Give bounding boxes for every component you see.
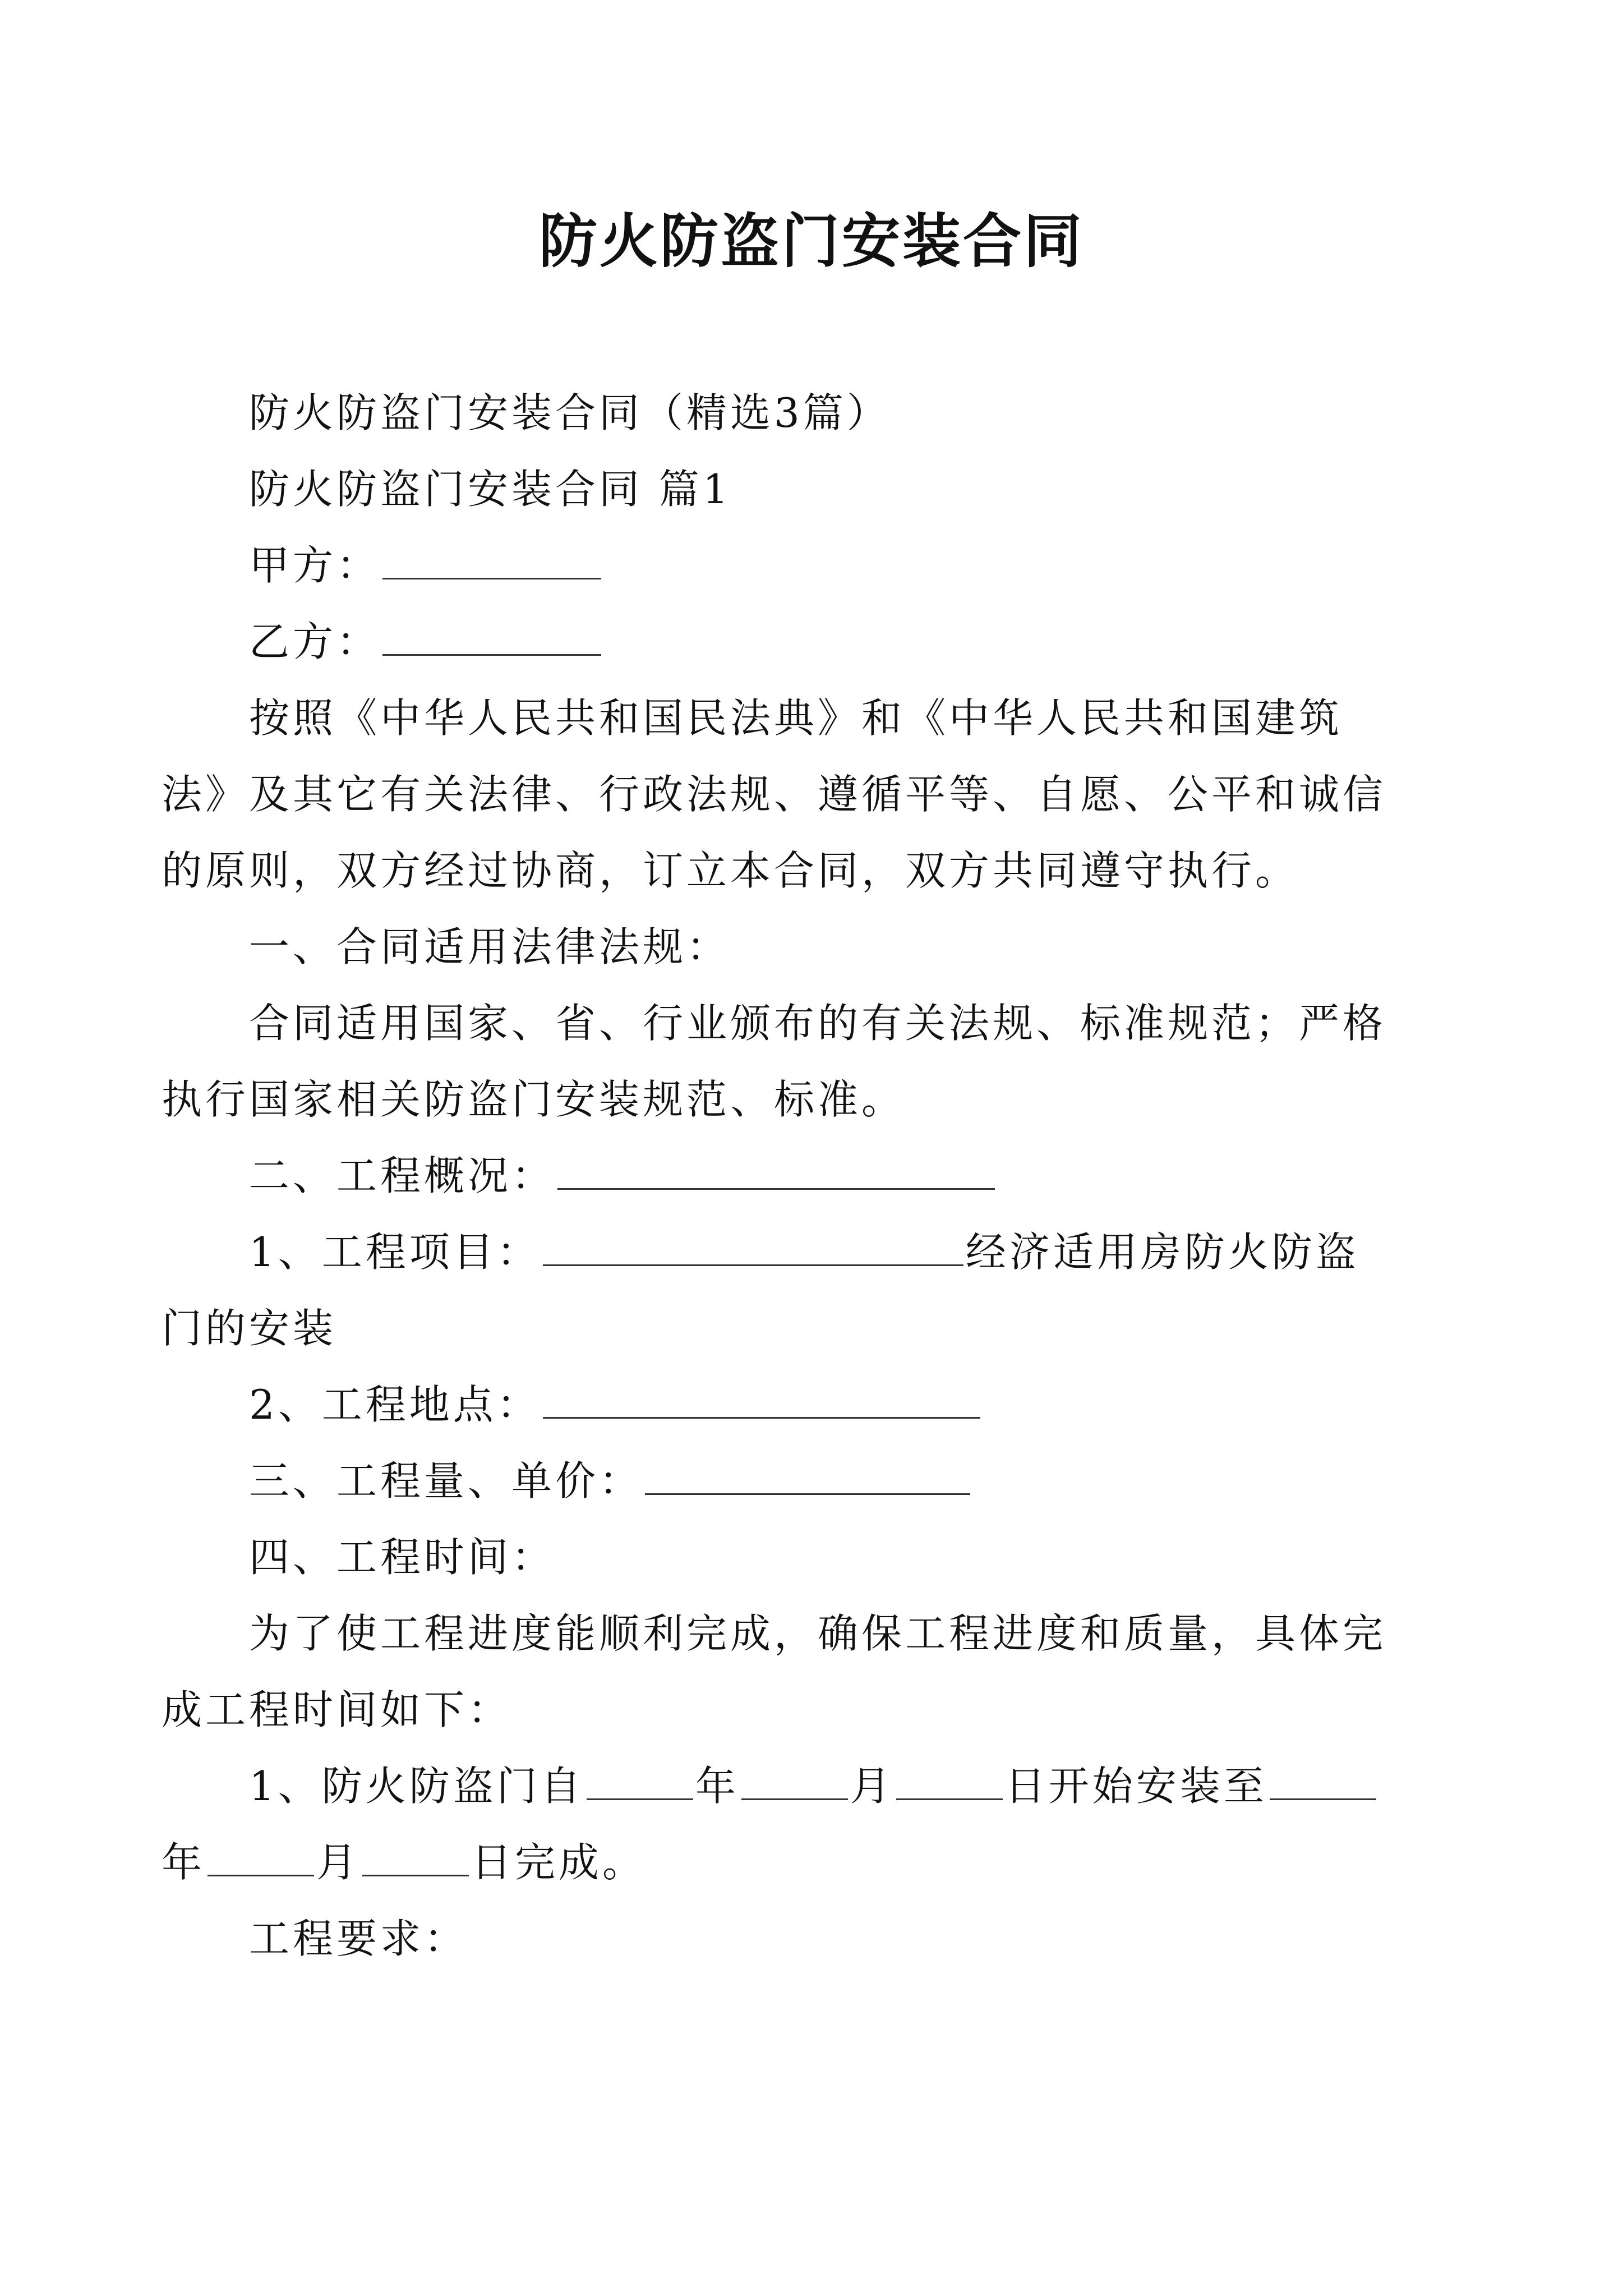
clause3-heading: 三、工程量、单价： [249, 1457, 643, 1504]
section-heading: 防火防盗门安装合同 篇1 [249, 466, 732, 513]
item2-line [249, 1366, 1387, 1443]
end-year-blank [1270, 1759, 1376, 1800]
schedule-line [162, 1748, 1387, 1901]
start-day-blank [896, 1759, 1003, 1800]
subtitle: 防火防盗门安装合同（精选3篇） [249, 389, 891, 436]
start-year-label: 年 [695, 1763, 739, 1810]
clause3-blank [645, 1454, 970, 1495]
start-year-blank [587, 1759, 693, 1800]
clause2-blank [557, 1149, 995, 1190]
item2-blank [543, 1378, 980, 1419]
end-day-label: 日完成。 [471, 1839, 647, 1886]
start-month-label: 月 [850, 1763, 894, 1810]
document-title: 防火防盗门安装合同 [538, 206, 1084, 275]
schedule-prefix: 1、防火防盗门自 [249, 1763, 584, 1810]
preamble-paragraph: 按照《中华人民共和国民法典》和《中华人民共和国建筑法》及其它有关法律、行政法规、遵循平等、自愿、公平和诚信的原则，双方经过协商，订立本合同，双方共同遵守执行。 [162, 694, 1387, 894]
item1-line [162, 1214, 1387, 1366]
start-month-blank [741, 1759, 848, 1800]
end-day-blank [362, 1835, 469, 1876]
clause3-line [249, 1443, 1387, 1519]
clause2-line [249, 1138, 1387, 1214]
clause4-body: 为了使工程进度能顺利完成，确保工程进度和质量，具体完成工程时间如下： [162, 1610, 1387, 1733]
end-year-label: 年 [162, 1839, 206, 1886]
item1-blank [543, 1225, 963, 1266]
party-a-line [249, 527, 1387, 604]
end-month-blank [208, 1835, 314, 1876]
party-b-blank [382, 615, 601, 656]
end-month-label: 月 [316, 1839, 361, 1886]
document-body [162, 375, 1387, 1977]
clause2-heading: 二、工程概况： [249, 1152, 556, 1199]
party-a-label: 甲方： [249, 542, 381, 589]
clause4-heading: 四、工程时间： [249, 1534, 556, 1581]
clause1-heading: 一、合同适用法律法规： [249, 923, 731, 970]
item1-label: 1、工程项目： [249, 1228, 541, 1276]
clause1-body: 合同适用国家、省、行业颁布的有关法规、标准规范；严格执行国家相关防盗门安装规范、标准。 [162, 1000, 1387, 1123]
item2-label: 2、工程地点： [249, 1381, 541, 1428]
party-b-label: 乙方： [249, 618, 381, 665]
requirements-heading: 工程要求： [249, 1915, 468, 1962]
party-a-blank [382, 539, 601, 579]
start-day-label: 日开始安装至 [1004, 1763, 1267, 1810]
item1-suffix: 经济适用房防火防盗门的安装 [162, 1228, 1359, 1352]
party-b-line [249, 604, 1387, 680]
